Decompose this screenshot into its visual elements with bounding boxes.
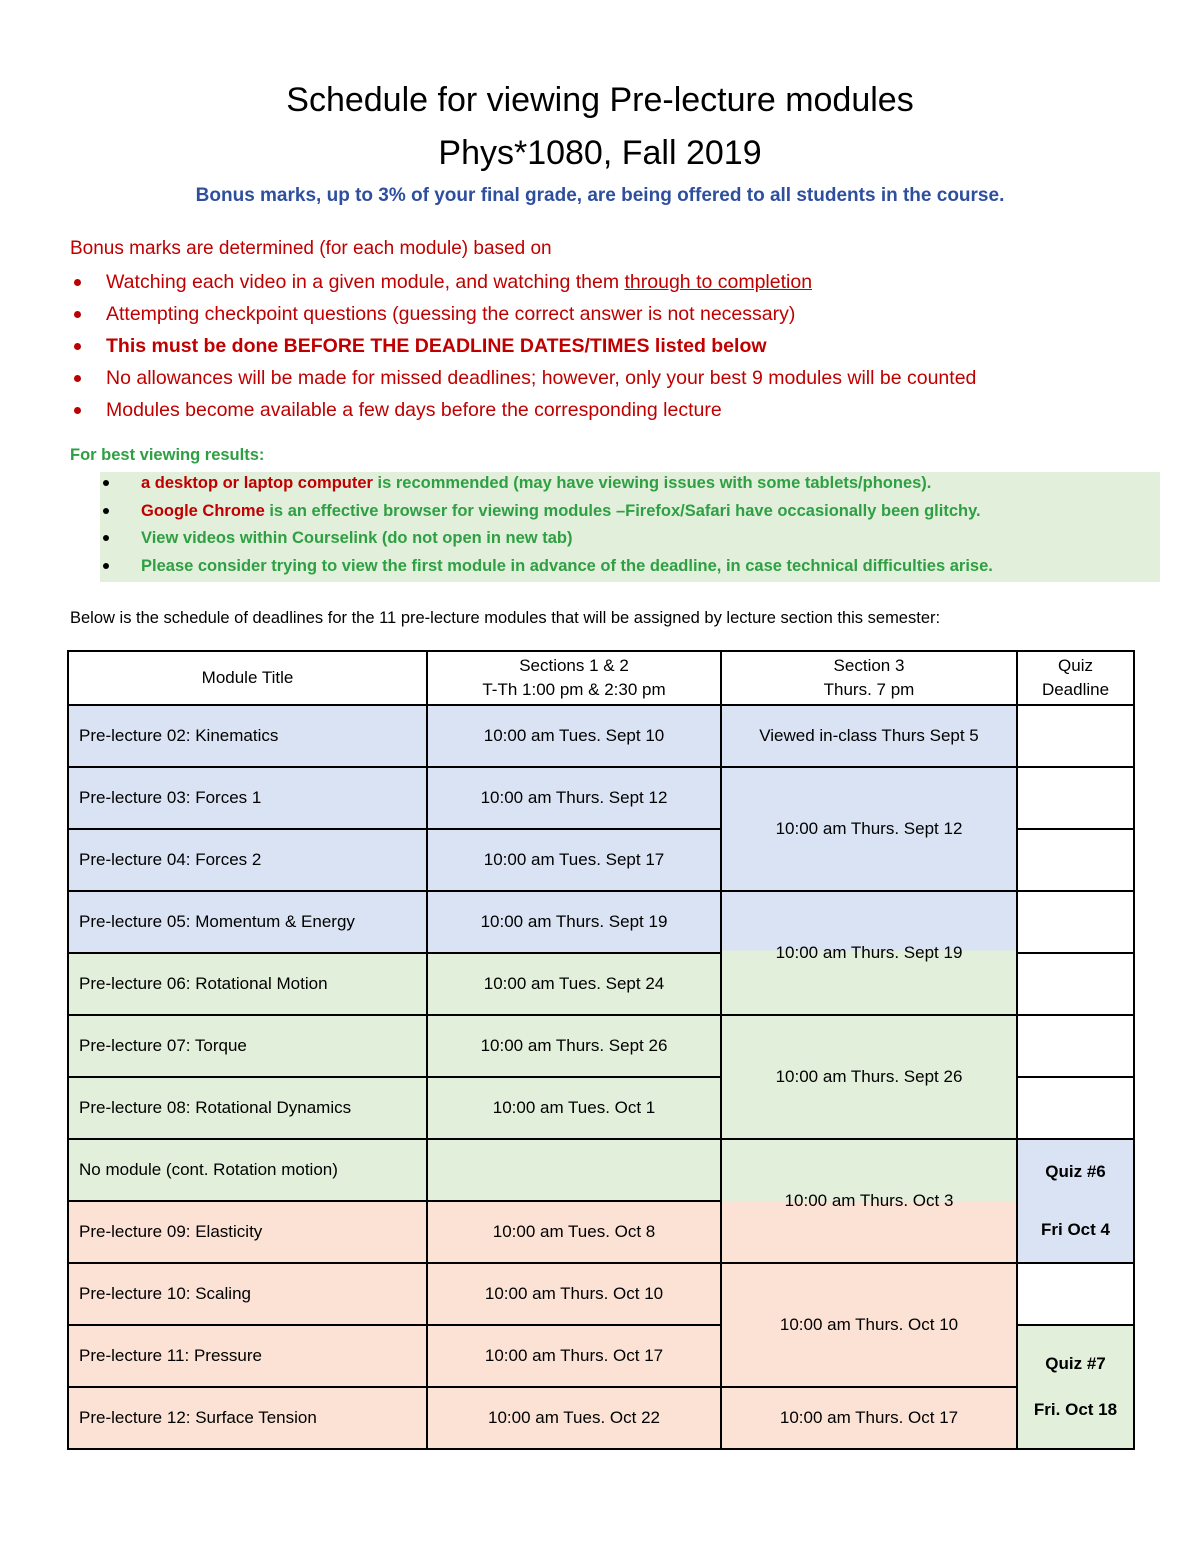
criteria-intro: Bonus marks are determined (for each module) based on (70, 238, 552, 259)
bullet-icon (103, 563, 109, 569)
quiz-deadline-cell (1017, 1077, 1134, 1139)
criteria-text: This must be done BEFORE THE DEADLINE DATES/TIMES listed below (106, 335, 767, 357)
quiz-deadline-cell (1017, 1015, 1134, 1077)
header-section-3: Section 3 Thurs. 7 pm (721, 651, 1017, 705)
sections-1-2-deadline: 10:00 am Thurs. Sept 26 (427, 1015, 721, 1077)
table-row (68, 891, 1134, 953)
quiz-deadline-cell (1017, 1263, 1134, 1325)
table-row (68, 705, 1134, 767)
module-title-cell: Pre-lecture 09: Elasticity (68, 1201, 427, 1263)
bullet-icon (103, 535, 109, 541)
viewing-emphasis: Google Chrome (141, 501, 265, 520)
page-title: Schedule for viewing Pre-lecture modules (286, 81, 914, 119)
viewing-item (100, 527, 1160, 555)
quiz-6-label: Quiz #6 (1045, 1162, 1106, 1181)
bullet-icon (74, 375, 81, 382)
sections-1-2-deadline: 10:00 am Tues. Oct 8 (427, 1201, 721, 1263)
viewing-text: is an effective browser for viewing modules –Firefox/Safari have occasionally been glitchy. (264, 501, 981, 520)
viewing-emphasis: a desktop or laptop computer (141, 474, 373, 492)
criteria-item (70, 270, 1150, 302)
quiz-6-date: Fri Oct 4 (1041, 1220, 1110, 1239)
criteria-text: Attempting checkpoint questions (guessing the correct answer is not necessary) (106, 303, 796, 325)
table-row (68, 767, 1134, 829)
bonus-statement: Bonus marks, up to 3% of your final grade, are being offered to all students in the course. (195, 185, 1005, 206)
quiz-6-deadline (1017, 1139, 1134, 1263)
viewing-item (100, 500, 1160, 528)
criteria-list (70, 270, 1150, 430)
schedule-intro: Below is the schedule of deadlines for the 11 pre-lecture modules that will be assigned by lecture section this semester: (70, 609, 941, 627)
criteria-emphasis: through to completion (624, 271, 813, 293)
sections-1-2-deadline: 10:00 am Tues. Sept 10 (427, 705, 721, 767)
table-row (68, 1015, 1134, 1077)
sections-1-2-deadline: 10:00 am Tues. Oct 1 (427, 1077, 721, 1139)
module-title-cell: Pre-lecture 03: Forces 1 (68, 767, 427, 829)
bullet-icon (74, 279, 81, 286)
criteria-text: Watching each video in a given module, and watching them (106, 271, 625, 293)
quiz-deadline-cell (1017, 705, 1134, 767)
sections-1-2-deadline: 10:00 am Thurs. Oct 10 (427, 1263, 721, 1325)
section-3-deadline: 10:00 am Thurs. Sept 19 (721, 891, 1017, 1015)
module-title-cell: Pre-lecture 05: Momentum & Energy (68, 891, 427, 953)
quiz-deadline-cell (1017, 953, 1134, 1015)
sections-1-2-deadline: 10:00 am Tues. Sept 24 (427, 953, 721, 1015)
bullet-icon (74, 311, 81, 318)
section-3-deadline: 10:00 am Thurs. Oct 17 (721, 1387, 1017, 1449)
quiz-deadline-cell (1017, 829, 1134, 891)
criteria-item (70, 366, 1150, 398)
table-header-row (68, 651, 1134, 705)
table-row (68, 1139, 1134, 1201)
header-quiz-deadline: Quiz Deadline (1017, 651, 1134, 705)
module-title-cell: Pre-lecture 04: Forces 2 (68, 829, 427, 891)
sections-1-2-deadline: 10:00 am Thurs. Sept 12 (427, 767, 721, 829)
header-module-title: Module Title (68, 651, 427, 705)
section-3-deadline: 10:00 am Thurs. Oct 10 (721, 1263, 1017, 1387)
bullet-icon (103, 508, 109, 514)
module-title-cell: Pre-lecture 11: Pressure (68, 1325, 427, 1387)
module-title-cell: Pre-lecture 06: Rotational Motion (68, 953, 427, 1015)
bullet-icon (74, 407, 81, 414)
quiz-7-date: Fri. Oct 18 (1033, 1400, 1118, 1419)
module-title-cell: Pre-lecture 02: Kinematics (68, 705, 427, 767)
section-3-deadline: 10:00 am Thurs. Oct 3 (721, 1139, 1017, 1263)
schedule-table (67, 650, 1135, 1450)
viewing-item (100, 472, 1160, 500)
quiz-deadline-cell (1017, 767, 1134, 829)
sections-1-2-deadline (427, 1139, 721, 1201)
criteria-item (70, 334, 1150, 366)
section-3-deadline: Viewed in-class Thurs Sept 5 (721, 705, 1017, 767)
table-row (68, 1387, 1134, 1449)
viewing-item (100, 555, 1160, 583)
section-3-deadline: 10:00 am Thurs. Sept 12 (721, 767, 1017, 891)
section-3-deadline: 10:00 am Thurs. Sept 26 (721, 1015, 1017, 1139)
criteria-item (70, 398, 1150, 430)
viewing-text: View videos within Courselink (do not open in new tab) (141, 529, 573, 547)
sections-1-2-deadline: 10:00 am Tues. Sept 17 (427, 829, 721, 891)
criteria-text: Modules become available a few days before the corresponding lecture (106, 399, 722, 421)
sections-1-2-deadline: 10:00 am Tues. Oct 22 (427, 1387, 721, 1449)
course-title: Phys*1080, Fall 2019 (438, 134, 762, 172)
module-title-cell: No module (cont. Rotation motion) (68, 1139, 427, 1201)
module-title-cell: Pre-lecture 07: Torque (68, 1015, 427, 1077)
module-title-cell: Pre-lecture 12: Surface Tension (68, 1387, 427, 1449)
quiz-7-deadline (1017, 1325, 1134, 1449)
header-sections-1-2: Sections 1 & 2 T-Th 1:00 pm & 2:30 pm (427, 651, 721, 705)
viewing-intro: For best viewing results: (70, 446, 265, 464)
sections-1-2-deadline: 10:00 am Thurs. Oct 17 (427, 1325, 721, 1387)
bullet-icon (103, 480, 109, 486)
quiz-7-label: Quiz #7 (1045, 1354, 1106, 1373)
viewing-list (100, 472, 1160, 582)
module-title-cell: Pre-lecture 10: Scaling (68, 1263, 427, 1325)
criteria-text: No allowances will be made for missed deadlines; however, only your best 9 modules will be counted (106, 367, 977, 389)
table-row (68, 1263, 1134, 1325)
module-title-cell: Pre-lecture 08: Rotational Dynamics (68, 1077, 427, 1139)
viewing-text: Please consider trying to view the first module in advance of the deadline, in case technical difficulties arise. (141, 556, 993, 575)
criteria-item (70, 302, 1150, 334)
sections-1-2-deadline: 10:00 am Thurs. Sept 19 (427, 891, 721, 953)
bullet-icon (74, 343, 81, 350)
viewing-text: is recommended (may have viewing issues with some tablets/phones). (372, 474, 932, 492)
quiz-deadline-cell (1017, 891, 1134, 953)
